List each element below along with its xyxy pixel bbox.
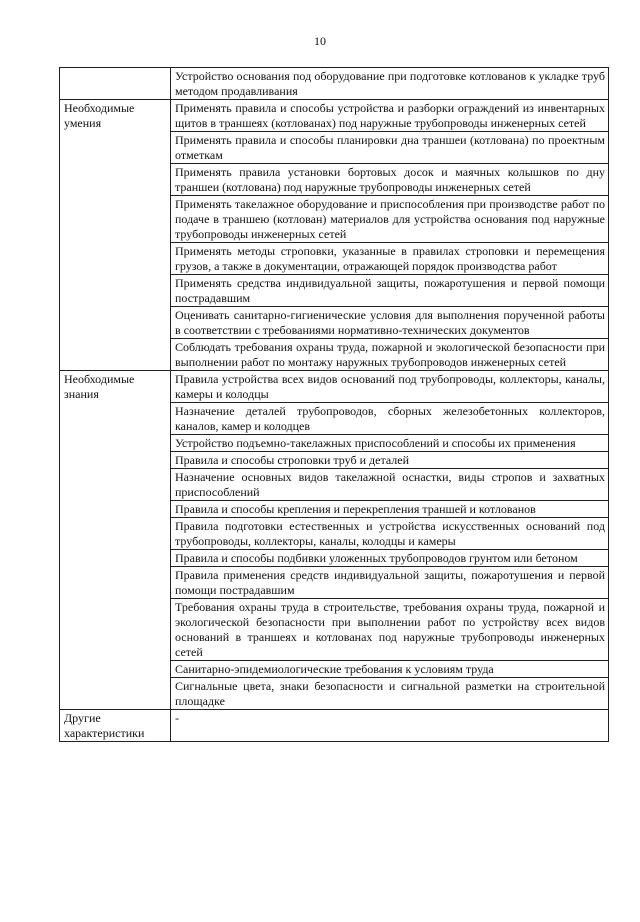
row-label-empty xyxy=(60,68,171,100)
skill-item: Оценивать санитарно-гигиенические условия для выполнения порученной работы в соответствии с требованиями нормативно-технических документов xyxy=(171,307,609,339)
knowledge-item: Правила применения средств индивидуальной защиты, пожаротушения и первой помощи пострадавшим xyxy=(171,567,609,599)
knowledge-item: Назначение основных видов такелажной оснастки, виды стропов и захватных приспособлений xyxy=(171,469,609,501)
table-row xyxy=(60,710,609,742)
knowledge-item: Правила и способы строповки труб и деталей xyxy=(171,452,609,469)
skill-item: Применять правила и способы планировки дна траншеи (котлована) по проектным отметкам xyxy=(171,132,609,164)
skill-item: Применять правила установки бортовых досок и маячных колышков по дну траншеи (котлована) под наружные трубопроводы инженерных сетей xyxy=(171,164,609,196)
skill-item: Соблюдать требования охраны труда, пожарной и экологической безопасности при выполнении работ по монтажу наружных трубопроводов инженерных сетей xyxy=(171,339,609,371)
skill-item: Применять такелажное оборудование и приспособления при производстве работ по подаче в траншею (котлован) материалов для устройства основания под наружные трубопроводы инженерных сетей xyxy=(171,196,609,243)
table-row xyxy=(60,100,609,132)
skill-item: Применять средства индивидуальной защиты, пожаротушения и первой помощи пострадавшим xyxy=(171,275,609,307)
skills-label: Необходимые умения xyxy=(60,100,171,371)
knowledge-item: Правила и способы крепления и перекрепления траншей и котлованов xyxy=(171,501,609,518)
knowledge-label: Необходимые знания xyxy=(60,371,171,710)
knowledge-item: Правила устройства всех видов оснований под трубопроводы, коллекторы, каналы, камеры и колодцы xyxy=(171,371,609,403)
knowledge-item: Правила и способы подбивки уложенных трубопроводов грунтом или бетоном xyxy=(171,550,609,567)
table-row xyxy=(60,68,609,100)
knowledge-item: Устройство подъемно-такелажных приспособлений и способы их применения xyxy=(171,435,609,452)
skill-item: Применять правила и способы устройства и разборки ограждений из инвентарных щитов в траншеях (котлованах) под наружные трубопроводы инженерных сетей xyxy=(171,100,609,132)
knowledge-item: Требования охраны труда в строительстве, требования охраны труда, пожарной и экологической безопасности при выполнении работ по устройству всех видов оснований в траншеях и котлованах под наружные трубопроводы инженерных сетей xyxy=(171,599,609,661)
intro-cell: Устройство основания под оборудование при подготовке котлованов к укладке труб методом продавливания xyxy=(171,68,609,100)
other-value: - xyxy=(171,710,609,742)
knowledge-item: Сигнальные цвета, знаки безопасности и сигнальной разметки на строительной площадке xyxy=(171,678,609,710)
knowledge-item: Правила подготовки естественных и устройства искусственных оснований под трубопроводы, коллекторы, каналы, колодцы и камеры xyxy=(171,518,609,550)
table-row xyxy=(60,371,609,403)
skill-item: Применять методы строповки, указанные в правилах строповки и перемещения грузов, а также в документации, отражающей порядок производства работ xyxy=(171,243,609,275)
other-label: Другие характеристики xyxy=(60,710,171,742)
knowledge-item: Назначение деталей трубопроводов, сборных железобетонных коллекторов, каналов, камер и колодцев xyxy=(171,403,609,435)
qualification-table xyxy=(59,67,609,742)
knowledge-item: Санитарно-эпидемиологические требования к условиям труда xyxy=(171,661,609,678)
page-number: 10 xyxy=(314,34,326,48)
